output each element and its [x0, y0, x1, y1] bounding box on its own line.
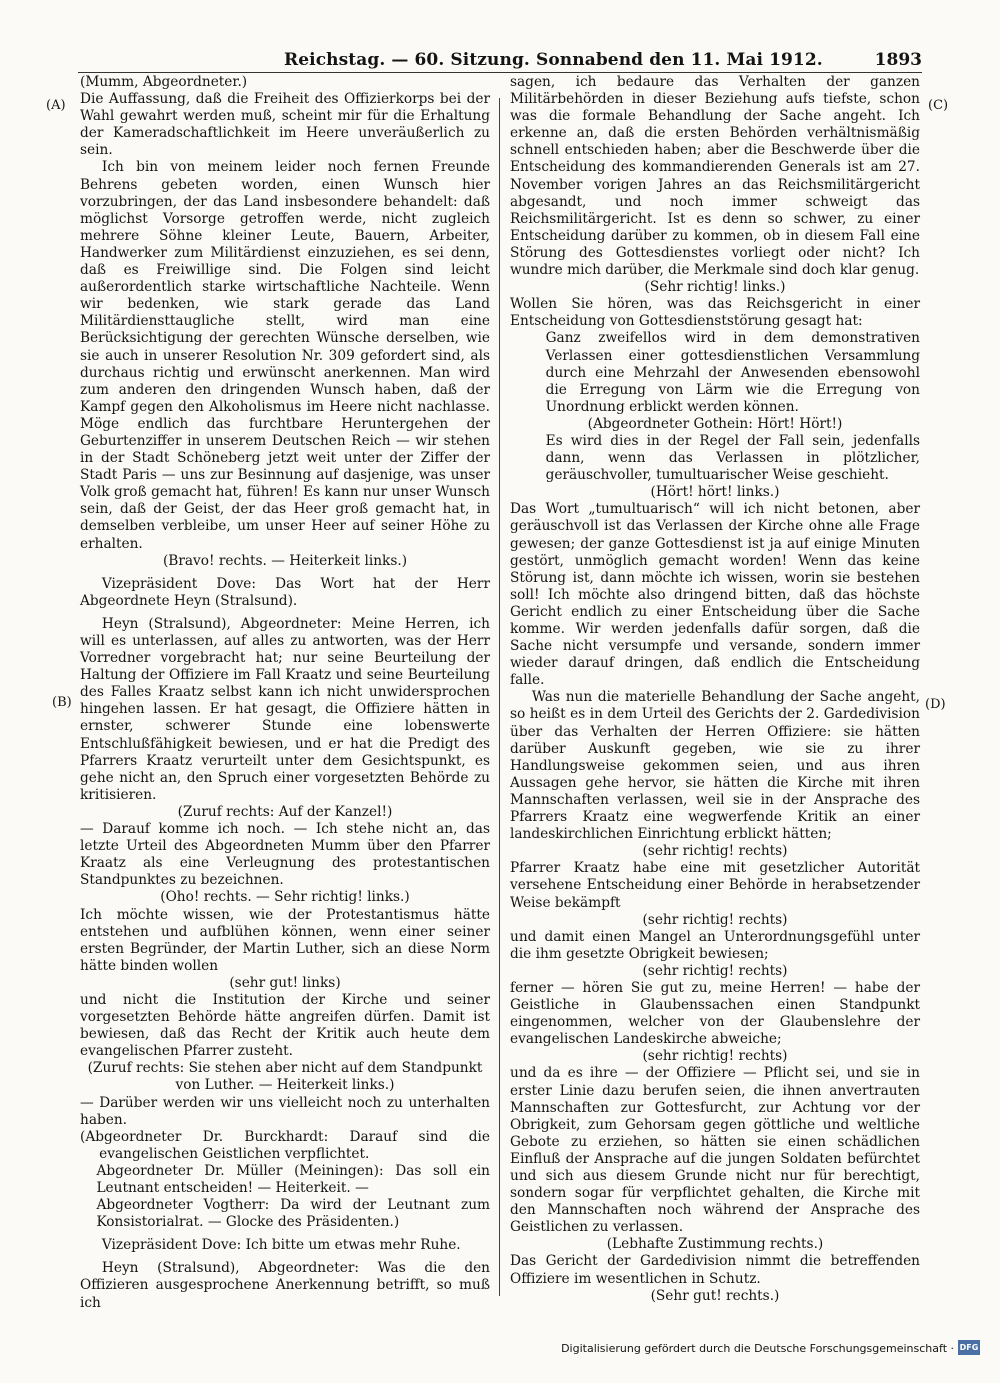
interjection: Abgeordneter Dr. Müller (Meiningen): Das soll ein Leutnant entscheiden! — Heiterkeit. —: [96, 1162, 490, 1196]
interjection: (Sehr richtig! links.): [644, 279, 786, 296]
paragraph: Heyn (Stralsund), Abgeordneter: Was die den Offizieren ausgesprochene Anerkennung betrifft, so muß ich: [80, 1260, 490, 1311]
interjection: (sehr richtig! rechts): [642, 911, 788, 928]
speaker-continuation: (Mumm, Abgeordneter.): [80, 74, 248, 90]
quotation: Es wird dies in der Regel der Fall sein, jedenfalls dann, wenn das Verlassen in plötzlicher, geräuschvoller, tumultuarischer Weise geschieht.: [545, 432, 920, 484]
paragraph: Ich bin von meinem leider noch fernen Freunde Behrens gebeten worden, einen Wunsch hier vorzubringen, der das Land insbesondere behandelt: daß möglichst Vorsorge getroffen werde, nicht zugleich mehrere Söhne kleiner Leute, Bauern, Arbeiter, Handwerker zum Militärdienst einzuziehen, es sei denn, daß es Freiwillige sind. Die Folgen sind leicht außerordentlich starke wirtschaftliche Nachteile. Wenn wir bedenken, wie stark gerade das Land Militärdiensttaugliche stellt, wird man eine Berücksichtigung der gerechten Wünsche derselben, wie sie auch in unserer Resolution Nr. 309 gefordert sind, als durchaus richtig und erwünscht anerkennen. Man wird zum anderen den dringenden Wunsch haben, daß der Kampf gegen den Alkoholismus im Heere nicht nachlasse. Möge endlich das furchtbare Heruntergehen der Geburtenziffer in unserem Deutschen Reich — wir stehen in der Stadt Schöneberg jetzt weit unter der Ziffer der Stadt Paris — uns zur Besinnung auf dasjenige, was unser Volk groß gemacht hat, führen! Es kann nur unser Wunsch sein, daß der Geist, der das Heer groß gemacht hat, in demselben verbleibe, um unser Heer auf seiner Höhe zu erhalten.: [80, 159, 490, 552]
interjection: (Sehr gut! rechts.): [650, 1287, 780, 1304]
paragraph: Vizepräsident Dove: Das Wort hat der Herr Abgeordnete Heyn (Stralsund).: [80, 575, 490, 609]
paragraph: und da es ihre — der Offiziere — Pflicht sei, und sie in erster Linie dazu berufen seien, die ihnen anvertrauten Mannschaften zur Gottesfurcht, zur Achtung vor der Obrigkeit, zum Gehorsam gegen göttliche und weltliche Gebote zu erziehen, so hätten sie einen schädlichen Einfluß der Ansprache auf die jungen Soldaten befürchtet und sich aus diesem Grunde nicht nur für berechtigt, sondern sogar für verpflichtet gehalten, die Kirche mit den Mannschaften noch während der Ansprache des Geistlichen zu verlassen.: [510, 1065, 920, 1236]
paragraph: Was nun die materielle Behandlung der Sache angeht, so heißt es in dem Urteil des Gerichts der 2. Gardedivision über das Verhalten der Herren Offiziere: sie hätten darüber Auskunft gegeben, wie sie zu ihrer Handlungsweise gekommen seien, und aus ihren Aussagen gehe hervor, sie hätten die Kirche mit ihren Mannschaften verlassen, weil sie in der Ansprache des Pfarrers Kraatz eine wegwerfende Kritik an einer landeskirchlichen Einrichtung erblickt hätten;: [510, 689, 920, 843]
interjection: (sehr richtig! rechts): [642, 843, 788, 860]
page-number: 1893: [874, 50, 922, 70]
paragraph: Vizepräsident Dove: Ich bitte um etwas mehr Ruhe.: [101, 1237, 461, 1254]
interjection: (sehr richtig! rechts): [642, 962, 788, 979]
margin-marker-a: (A): [46, 98, 66, 113]
interjection: (sehr gut! links): [229, 974, 341, 991]
paragraph: Die Auffassung, daß die Freiheit des Offizierkorps bei der Wahl gewahrt werden muß, scheint mir für die Erhaltung der Kameradschaftlichkeit im Heere unveräußerlich zu sein.: [80, 91, 490, 159]
interjection: (Abgeordneter Gothein: Hört! Hört!): [587, 415, 843, 432]
interjection: (Hört! hört! links.): [650, 484, 780, 501]
interjection: (sehr richtig! rechts): [642, 1048, 788, 1065]
paragraph: Pfarrer Kraatz habe eine mit gesetzlicher Autorität versehene Entscheidung einer Behörde in herabsetzender Weise bekämpft: [510, 860, 920, 911]
page-header-title: Reichstag. — 60. Sitzung. Sonnabend den 11. Mai 1912.: [284, 50, 823, 70]
interjection: Abgeordneter Vogtherr: Da wird der Leutnant zum Konsistorialrat. — Glocke des Präsidenten.): [96, 1197, 490, 1231]
paragraph: — Darauf komme ich noch. — Ich stehe nicht an, das letzte Urteil des Abgeordneten Mumm über den Pfarrer Kraatz als eine Verleugnung des protestantischen Standpunktes zu bezeichnen.: [80, 821, 490, 889]
footer-credit: Digitalisierung gefördert durch die Deutsche Forschungsgemeinschaft ·: [561, 1342, 954, 1355]
margin-marker-d: (D): [925, 697, 946, 712]
margin-marker-b: (B): [52, 695, 72, 710]
interjection: (Zuruf rechts: Sie stehen aber nicht auf dem Standpunkt von Luther. — Heiterkeit links.): [87, 1060, 483, 1094]
right-column: [510, 74, 920, 1305]
interjection: (Bravo! rechts. — Heiterkeit links.): [162, 552, 408, 569]
paragraph: Ich möchte wissen, wie der Protestantismus hätte entstehen und aufblühen können, wenn einer seiner ersten Begründer, der Martin Luther, sich an diese Norm hätte binden wollen: [80, 906, 490, 974]
paragraph: Wollen Sie hören, was das Reichsgericht in einer Entscheidung von Gottesdienststörung gesagt hat:: [510, 296, 920, 330]
paragraph: Heyn (Stralsund), Abgeordneter: Meine Herren, ich will es unterlassen, auf alles zu antworten, was der Herr Vorredner vorgebracht hat; nur seine Beurteilung der Haltung der Offiziere im Fall Kraatz und seine Beurteilung des Falles Kraatz selbst kann ich nicht unwidersprochen hingehen lassen. Er hat gesagt, die Offiziere hätten in ernster, schwerer Stunde eine lobenswerte Entschlußfähigkeit bewiesen, und er hat die Predigt des Pfarrers Kraatz verurteilt unter dem Gesichtspunkt, es gehe nicht an, den Spruch einer vorgesetzten Behörde zu kritisieren.: [80, 615, 490, 803]
paragraph: Das Wort „tumultuarisch“ will ich nicht betonen, aber geräuschvoll ist das Verlassen der Kirche ohne alle Frage gewesen; der ganze Gottesdienst ist ja auf einige Minuten gestört, unmöglich gemacht worden! Wenn das keine Störung ist, dann möchte ich wissen, worin sie bestehen soll! Ich möchte also dringend bitten, daß das höchste Gericht endlich zu einer Entscheidung über die Sache komme. Wir werden jedenfalls dafür sorgen, daß die Sache nicht versumpfe und versande, sondern immer wieder darauf dringen, daß endlich die Entscheidung falle.: [510, 501, 920, 689]
paragraph: ferner — hören Sie gut zu, meine Herren! — habe der Geistliche in Glaubenssachen einen Standpunkt eingenommen, welcher von der Glaubenslehre der evangelischen Landeskirche abweiche;: [510, 979, 920, 1048]
interjection: (Oho! rechts. — Sehr richtig! links.): [160, 889, 410, 906]
paragraph: und damit einen Mangel an Unterordnungsgefühl unter die ihm gesetzte Obrigkeit bewiesen;: [510, 928, 920, 962]
quotation: Ganz zweifellos wird in dem demonstrativen Verlassen einer gottesdienstlichen Versammlung durch eine Mehrzahl der Anwesenden ebensowohl die Erregung von Lärm wie die Erregung von Unordnung erblickt werden können.: [545, 330, 920, 415]
paragraph: Das Gericht der Gardedivision nimmt die betreffenden Offiziere im wesentlichen in Schutz.: [510, 1253, 920, 1287]
paragraph: sagen, ich bedaure das Verhalten der ganzen Militärbehörden in dieser Beziehung aufs tiefste, schon was die formale Behandlung der Sache angeht. Ich erkenne an, daß die ersten Behörden verhältnismäßig schnell entschieden haben; aber die Beschwerde über die Entscheidung des kommandierenden Generals ist am 27. November vorigen Jahres an das Reichsmilitärgericht abgesandt, und noch immer schweigt das Reichsmilitärgericht. Ist es denn so schwer, zu einer Entscheidung darüber zu kommen, ob in diesem Fall eine Störung des Gottesdienstes vorliegt oder nicht? Ich wundre mich darüber, die Merkmale sind doch klar genug.: [510, 74, 920, 279]
margin-marker-c: (C): [928, 98, 949, 113]
dfg-logo: DFG: [958, 1340, 980, 1355]
column-separator: [499, 98, 500, 1296]
paragraph: — Darüber werden wir uns vielleicht noch zu unterhalten haben.: [80, 1094, 490, 1128]
interjection: (Abgeordneter Dr. Burckhardt: Darauf sind die evangelischen Geistlichen verpflichtet.: [80, 1128, 490, 1162]
left-column: [80, 74, 490, 1312]
interjection: (Zuruf rechts: Auf der Kanzel!): [177, 803, 393, 820]
digitization-footer: [561, 1339, 980, 1359]
page-header: [78, 50, 922, 73]
interjection: (Lebhafte Zustimmung rechts.): [606, 1236, 824, 1253]
paragraph: und nicht die Institution der Kirche und seiner vorgesetzten Behörde hätte angreifen dürfen. Damit ist bewiesen, daß das Recht der Kritik auch heute dem evangelischen Pfarrer zusteht.: [80, 991, 490, 1060]
